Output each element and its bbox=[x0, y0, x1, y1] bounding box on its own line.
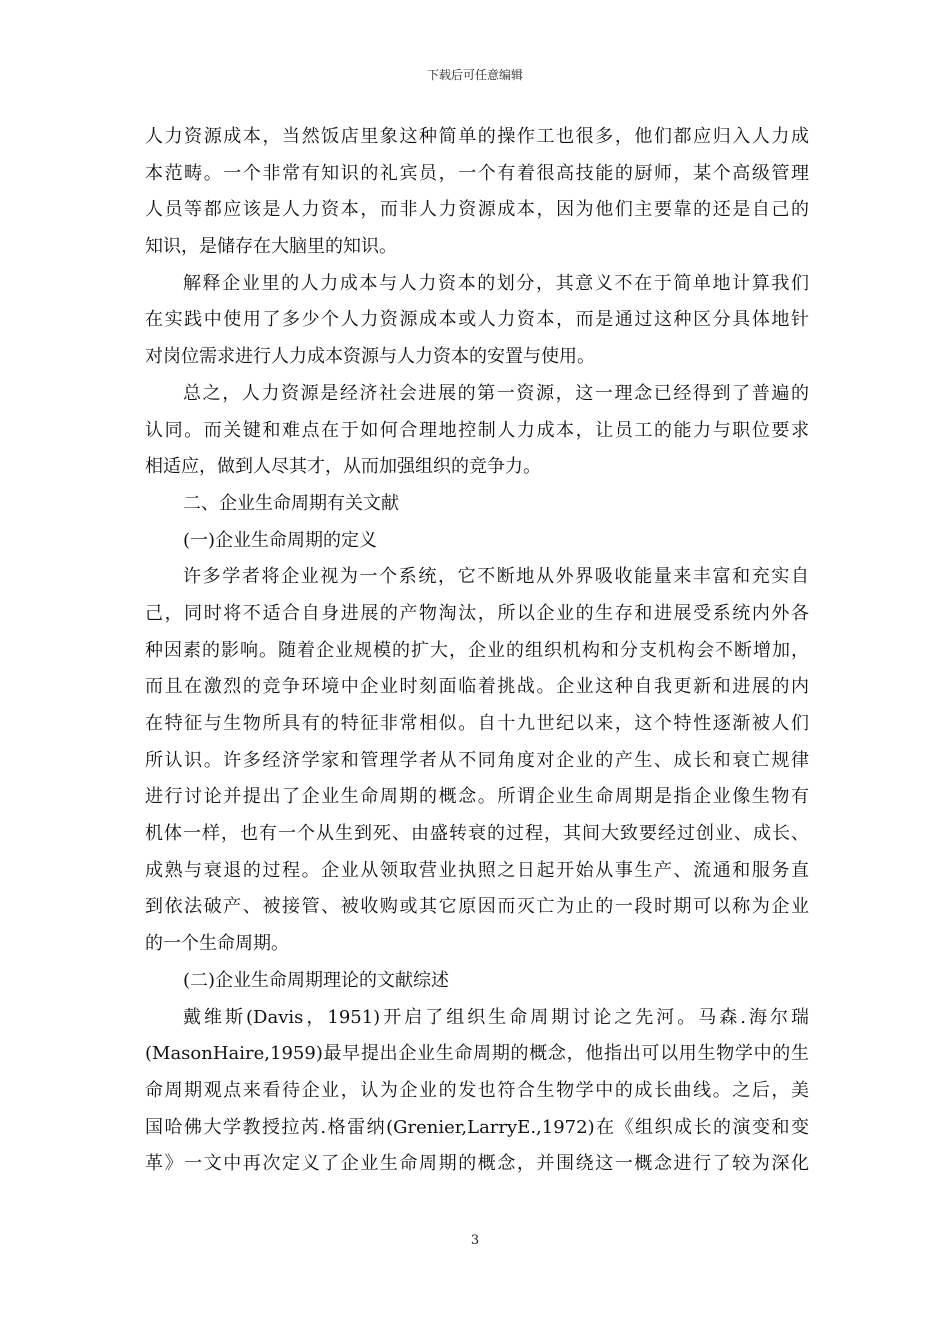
text-line: 相适应，做到人尽其才，从而加强组织的竞争力。 bbox=[145, 456, 541, 478]
document-body bbox=[145, 119, 809, 1183]
text-line: 人员等都应该是人力资本，而非人力资源成本，因为他们主要靠的还是自己的 bbox=[145, 199, 809, 221]
text-line: 命周期观点来看待企业，认为企业的发也符合生物学中的成长曲线。之后，美 bbox=[145, 1079, 809, 1101]
text-line: 解释企业里的人力成本与人力资本的划分，其意义不在于简单地计算我们 bbox=[183, 272, 809, 294]
text-line: 所认识。许多经济学家和管理学者从不同角度对企业的产生、成长和衰亡规律 bbox=[145, 749, 809, 771]
text-line: 在实践中使用了多少个人力资源成本或人力资本，而是通过这种区分具体地针 bbox=[145, 309, 809, 331]
text-line: 认同。而关键和难点在于如何合理地控制人力成本，让员工的能力与职位要求 bbox=[145, 419, 809, 441]
text-line: 的一个生命周期。 bbox=[145, 933, 289, 955]
text-line: 到依法破产、被接管、被收购或其它原因而灭亡为止的一段时期可以称为企业 bbox=[145, 896, 809, 918]
text-line: 总之，人力资源是经济社会进展的第一资源，这一理念已经得到了普遍的 bbox=[183, 382, 809, 404]
text-line: (MasonHaire,1959)最早提出企业生命周期的概念，他指出可以用生物学中的生 bbox=[145, 1043, 809, 1065]
text-line: 成熟与衰退的过程。企业从领取营业执照之日起开始从事生产、流通和服务直 bbox=[145, 859, 809, 881]
text-line: 本范畴。一个非常有知识的礼宾员，一个有着很高技能的厨师，某个高级管理 bbox=[145, 162, 809, 184]
section-heading: 二、企业生命周期有关文献 bbox=[183, 492, 399, 514]
text-line: 人力资源成本，当然饭店里象这种简单的操作工也很多，他们都应归入人力成 bbox=[145, 126, 809, 147]
subsection-heading: (二)企业生命周期理论的文献综述 bbox=[183, 969, 450, 991]
text-line: 戴维斯(Davis，1951)开启了组织生命周期讨论之先河。马森.海尔瑞 bbox=[183, 1006, 809, 1028]
subsection-heading: (一)企业生命周期的定义 bbox=[183, 529, 378, 551]
text-line: 国哈佛大学教授拉芮.格雷纳(Grenier,LarryE.,1972)在《组织成长的演变和变 bbox=[145, 1116, 809, 1138]
text-line: 而且在激烈的竞争环境中企业时刻面临着挑战。企业这种自我更新和进展的内 bbox=[145, 676, 809, 698]
text-line: 在特征与生物所具有的特征非常相似。自十九世纪以来，这个特性逐渐被人们 bbox=[145, 713, 809, 734]
text-line: 种因素的影响。随着企业规模的扩大，企业的组织机构和分支机构会不断增加， bbox=[145, 639, 809, 661]
text-line: 知识，是储存在大脑里的知识。 bbox=[145, 236, 397, 258]
text-line: 许多学者将企业视为一个系统，它不断地从外界吸收能量来丰富和充实自 bbox=[183, 566, 809, 588]
page-header: 下载后可任意编辑 bbox=[426, 68, 523, 82]
text-line: 进行讨论并提出了企业生命周期的概念。所谓企业生命周期是指企业像生物有 bbox=[145, 786, 809, 808]
page-number: 3 bbox=[470, 1233, 480, 1248]
text-line: 革》一文中再次定义了企业生命周期的概念，并围绕这一概念进行了较为深化 bbox=[145, 1153, 809, 1175]
text-line: 己，同时将不适合自身进展的产物淘汰，所以企业的生存和进展受系统内外各 bbox=[145, 602, 809, 624]
text-line: 机体一样，也有一个从生到死、由盛转衰的过程，其间大致要经过创业、成长、 bbox=[145, 823, 809, 845]
text-line: 对岗位需求进行人力成本资源与人力资本的安置与使用。 bbox=[145, 346, 595, 368]
